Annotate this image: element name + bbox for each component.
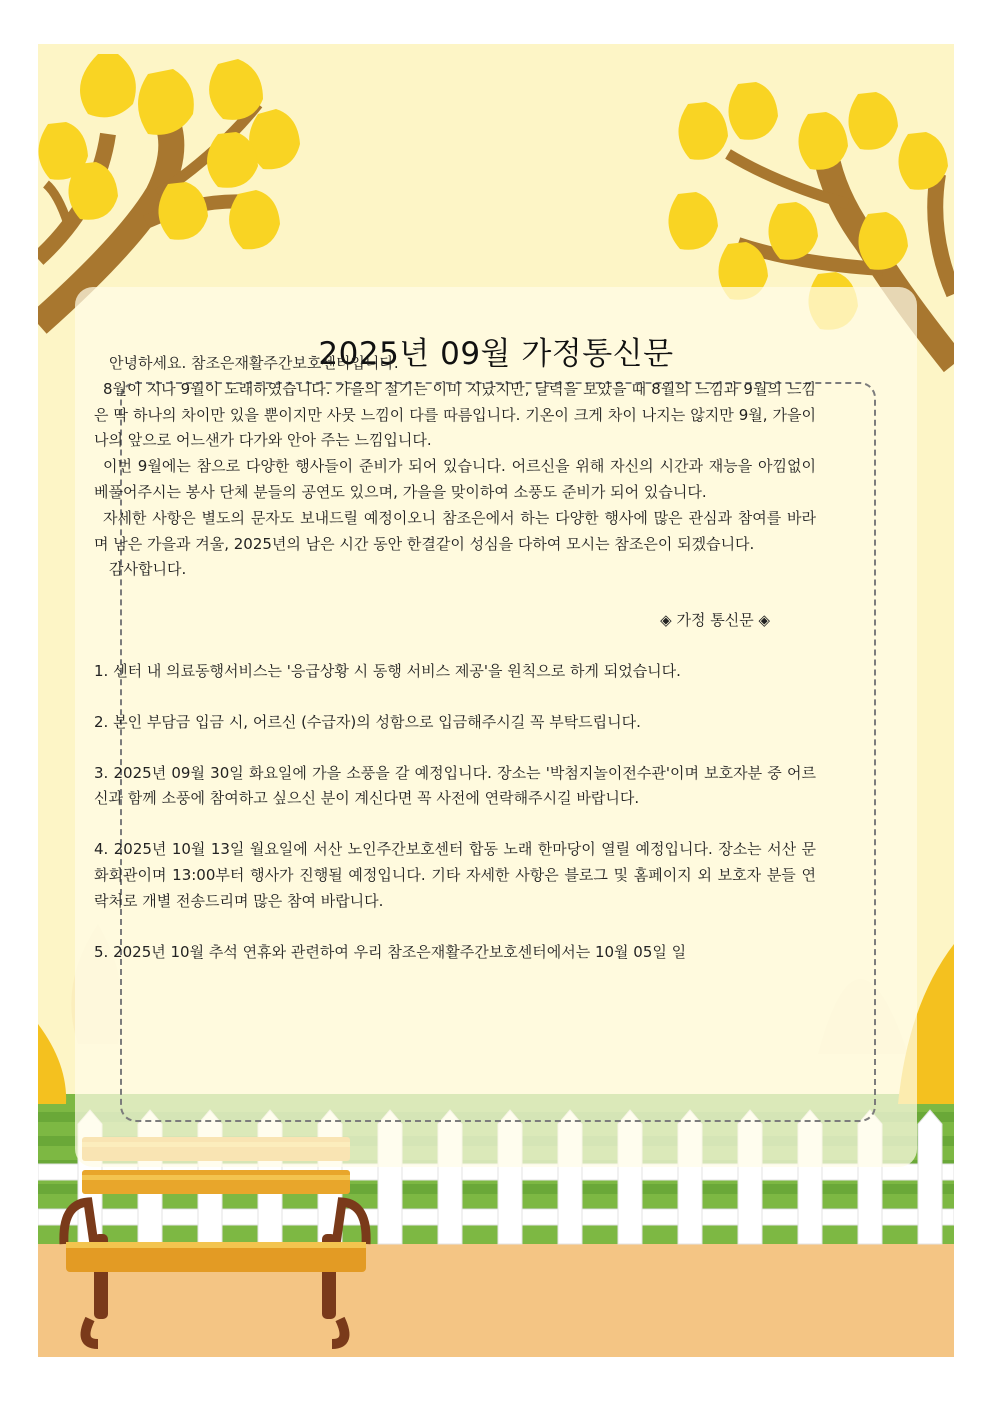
greeting-paragraph: 8월이 지나 9월이 도래하였습니다. 가을의 절기는 이미 지났지만, 달력을 보았을 때 8월의 느낌과 9월의 느낌은 딱 하나의 차이만 있을 뿐이지만 사뭇 느낌이 다를 따름입니다. 기온이 크게 차이 나지는 않지만 9월, 가을이 나의 앞으로 어느샌가 다가와 안아 주는 느낌입니다. bbox=[94, 379, 816, 450]
letter-body bbox=[94, 351, 816, 965]
closing-line: 감사합니다. bbox=[109, 560, 187, 579]
greeting-line: 안녕하세요. 참조은재활주간보호센터입니다. bbox=[109, 354, 399, 372]
notice-item: 2. 본인 부담금 입금 시, 어르신 (수급자)의 성함으로 입금해주시길 꼭 부탁드립니다. bbox=[94, 712, 641, 731]
notice-item: 5. 2025년 10월 추석 연휴와 관련하여 우리 참조은재활주간보호센터에서는 10월 05일 일 bbox=[94, 942, 687, 961]
page-title: 2025년 09월 가정통신문 bbox=[318, 336, 674, 372]
greeting-paragraph: 이번 9월에는 참으로 다양한 행사들이 준비가 되어 있습니다. 어르신을 위해 자신의 시간과 재능을 아낌없이 베풀어주시는 봉사 단체 분들의 공연도 있으며, 가을을 맞이하여 소풍도 준비가 되어 있습니다. bbox=[94, 457, 816, 501]
greeting-paragraph: 자세한 사항은 별도의 문자도 보내드릴 예정이오니 참조은에서 하는 다양한 행사에 많은 관심과 참여를 바라며 남은 가을과 겨울, 2025년의 남은 시간 동안 한결같이 성심을 다하여 모시는 참조은이 되겠습니다. bbox=[94, 508, 816, 553]
notice-item: 1. 센터 내 의료동행서비스는 '응급상황 시 동행 서비스 제공'을 원칙으로 하게 되었습니다. bbox=[94, 661, 681, 680]
notice-item: 4. 2025년 10월 13일 월요일에 서산 노인주간보호센터 합동 노래 한마당이 열릴 예정입니다. 장소는 서산 문화회관이며 13:00부터 행사가 진행될 예정입니다. 기타 자세한 사항은 블로그 및 홈페이지 외 보호자 분들 연락처로 개별 전송드리며 많은 참여 바랍니다. bbox=[94, 840, 816, 910]
notice-heading: ◈ 가정 통신문 ◈ bbox=[660, 611, 770, 630]
notice-item: 3. 2025년 09월 30일 화요일에 가을 소풍을 갈 예정입니다. 장소는 '박첨지놀이전수관'이며 보호자분 중 어르신과 함께 소풍에 참여하고 싶으신 분이 계신다면 꼭 사전에 연락해주시길 바랍니다. bbox=[94, 763, 816, 808]
